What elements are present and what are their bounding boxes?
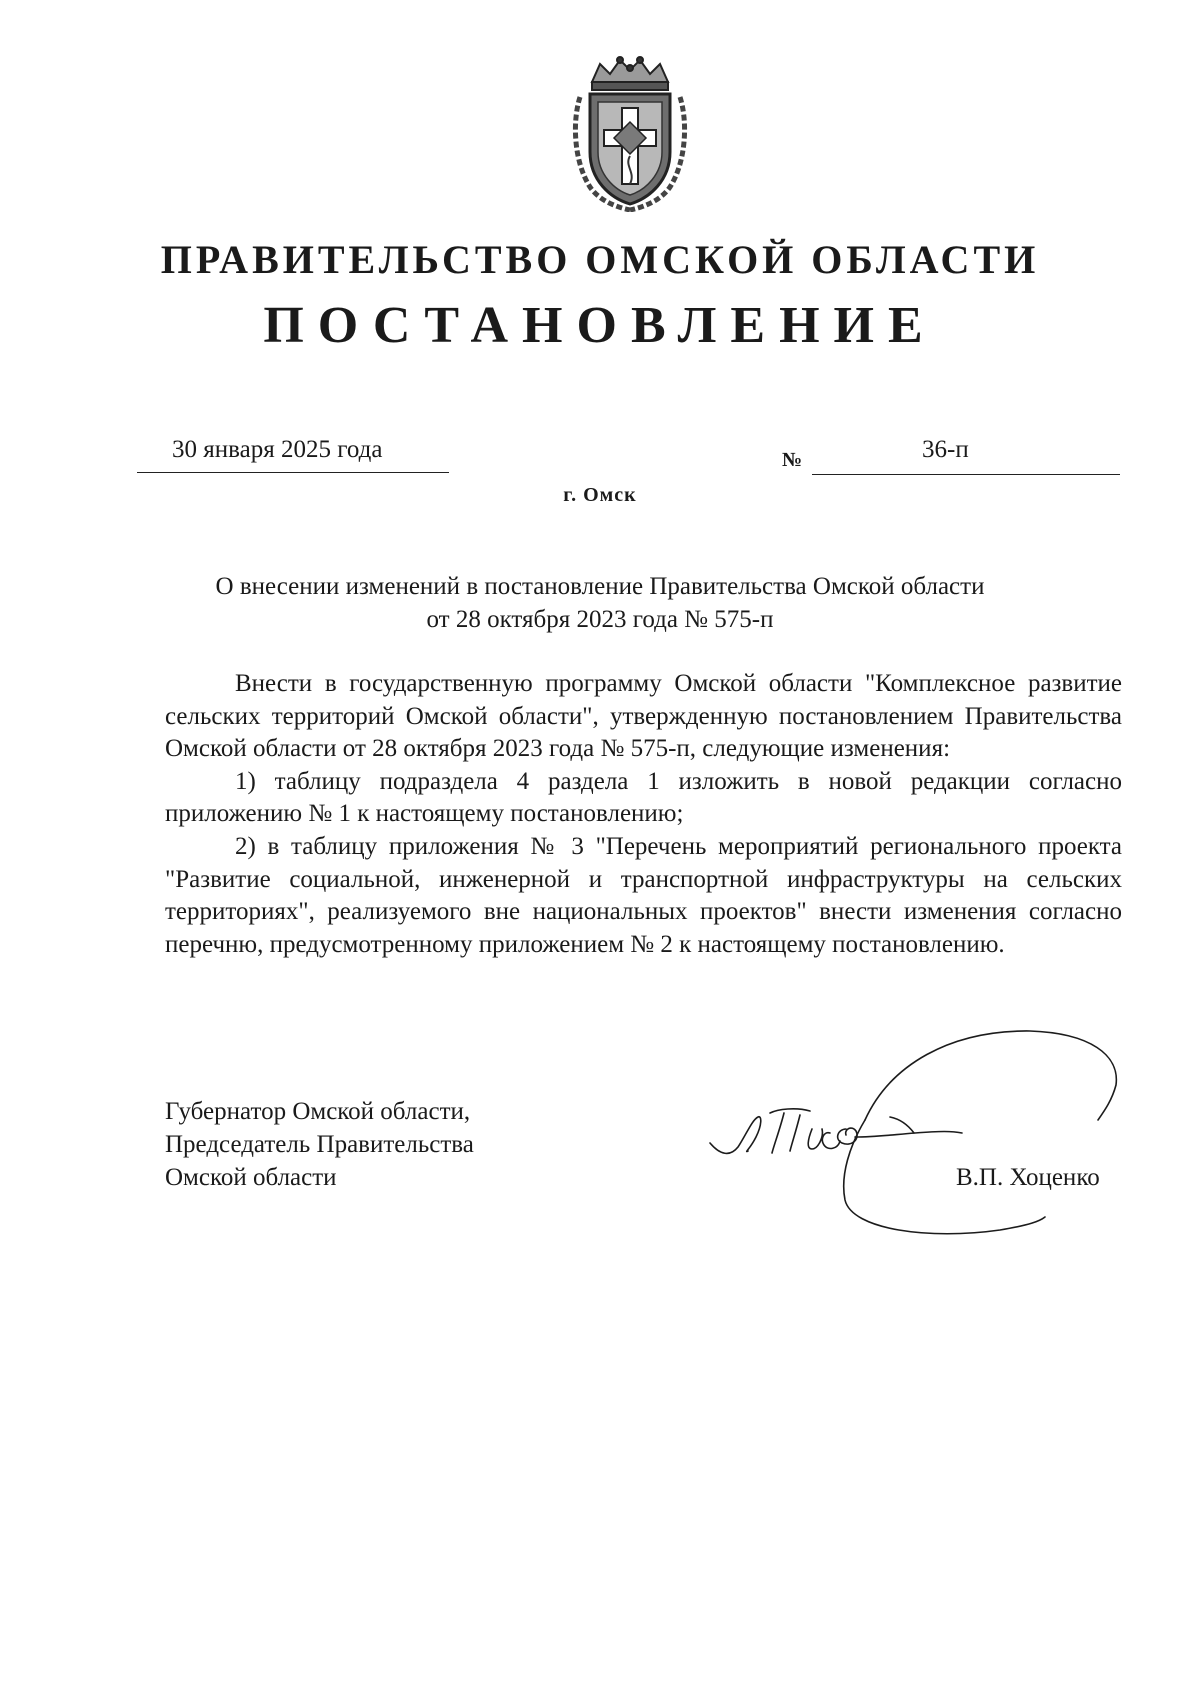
subject-line-2: от 28 октября 2023 года № 575-п [426,606,774,633]
handwritten-signature-icon [700,1025,1130,1245]
signer-name: В.П. Хоценко [956,1164,1100,1191]
signatory-title [165,1095,474,1194]
document-date: 30 января 2025 года [172,436,383,463]
body-list-item-2: 2) в таблицу приложения № 3 "Перечень мероприятий регионального проекта "Развитие социальной, инженерной и транспортной инфраструктуры на сельских территориях", реализуемого вне национальных проектов" внести изменения согласно перечню, предусмотренному приложением № 2 к настоящему постановлению. [165,832,1122,958]
document-city: г. Омск [563,484,637,506]
document-subject [0,570,1200,636]
document-number: 36-п [922,436,969,463]
number-sign: № [782,449,803,471]
subject-line-1: О внесении изменений в постановление Правительства Омской области [215,573,985,600]
omsk-region-coat-of-arms-icon [570,52,690,212]
signatory-line-2: Председатель Правительства [165,1131,474,1158]
body-paragraph: Внести в государственную программу Омской области "Комплексное развитие сельских территорий Омской области", утвержденную постановлением Правительства Омской области от 28 октября 2023 года № 575-п, следующие изменения: [165,670,1122,763]
organization-title: ПРАВИТЕЛЬСТВО ОМСКОЙ ОБЛАСТИ [160,237,1040,282]
document-type-title: ПОСТАНОВЛЕНИЕ [263,297,937,354]
signatory-line-1: Губернатор Омской области, [165,1098,471,1125]
document-body [165,668,1122,961]
signatory-line-3: Омской области [165,1164,337,1191]
body-list-item-1: 1) таблицу подраздела 4 раздела 1 изложить в новой редакции согласно приложению № 1 к настоящему постановлению; [165,767,1122,828]
